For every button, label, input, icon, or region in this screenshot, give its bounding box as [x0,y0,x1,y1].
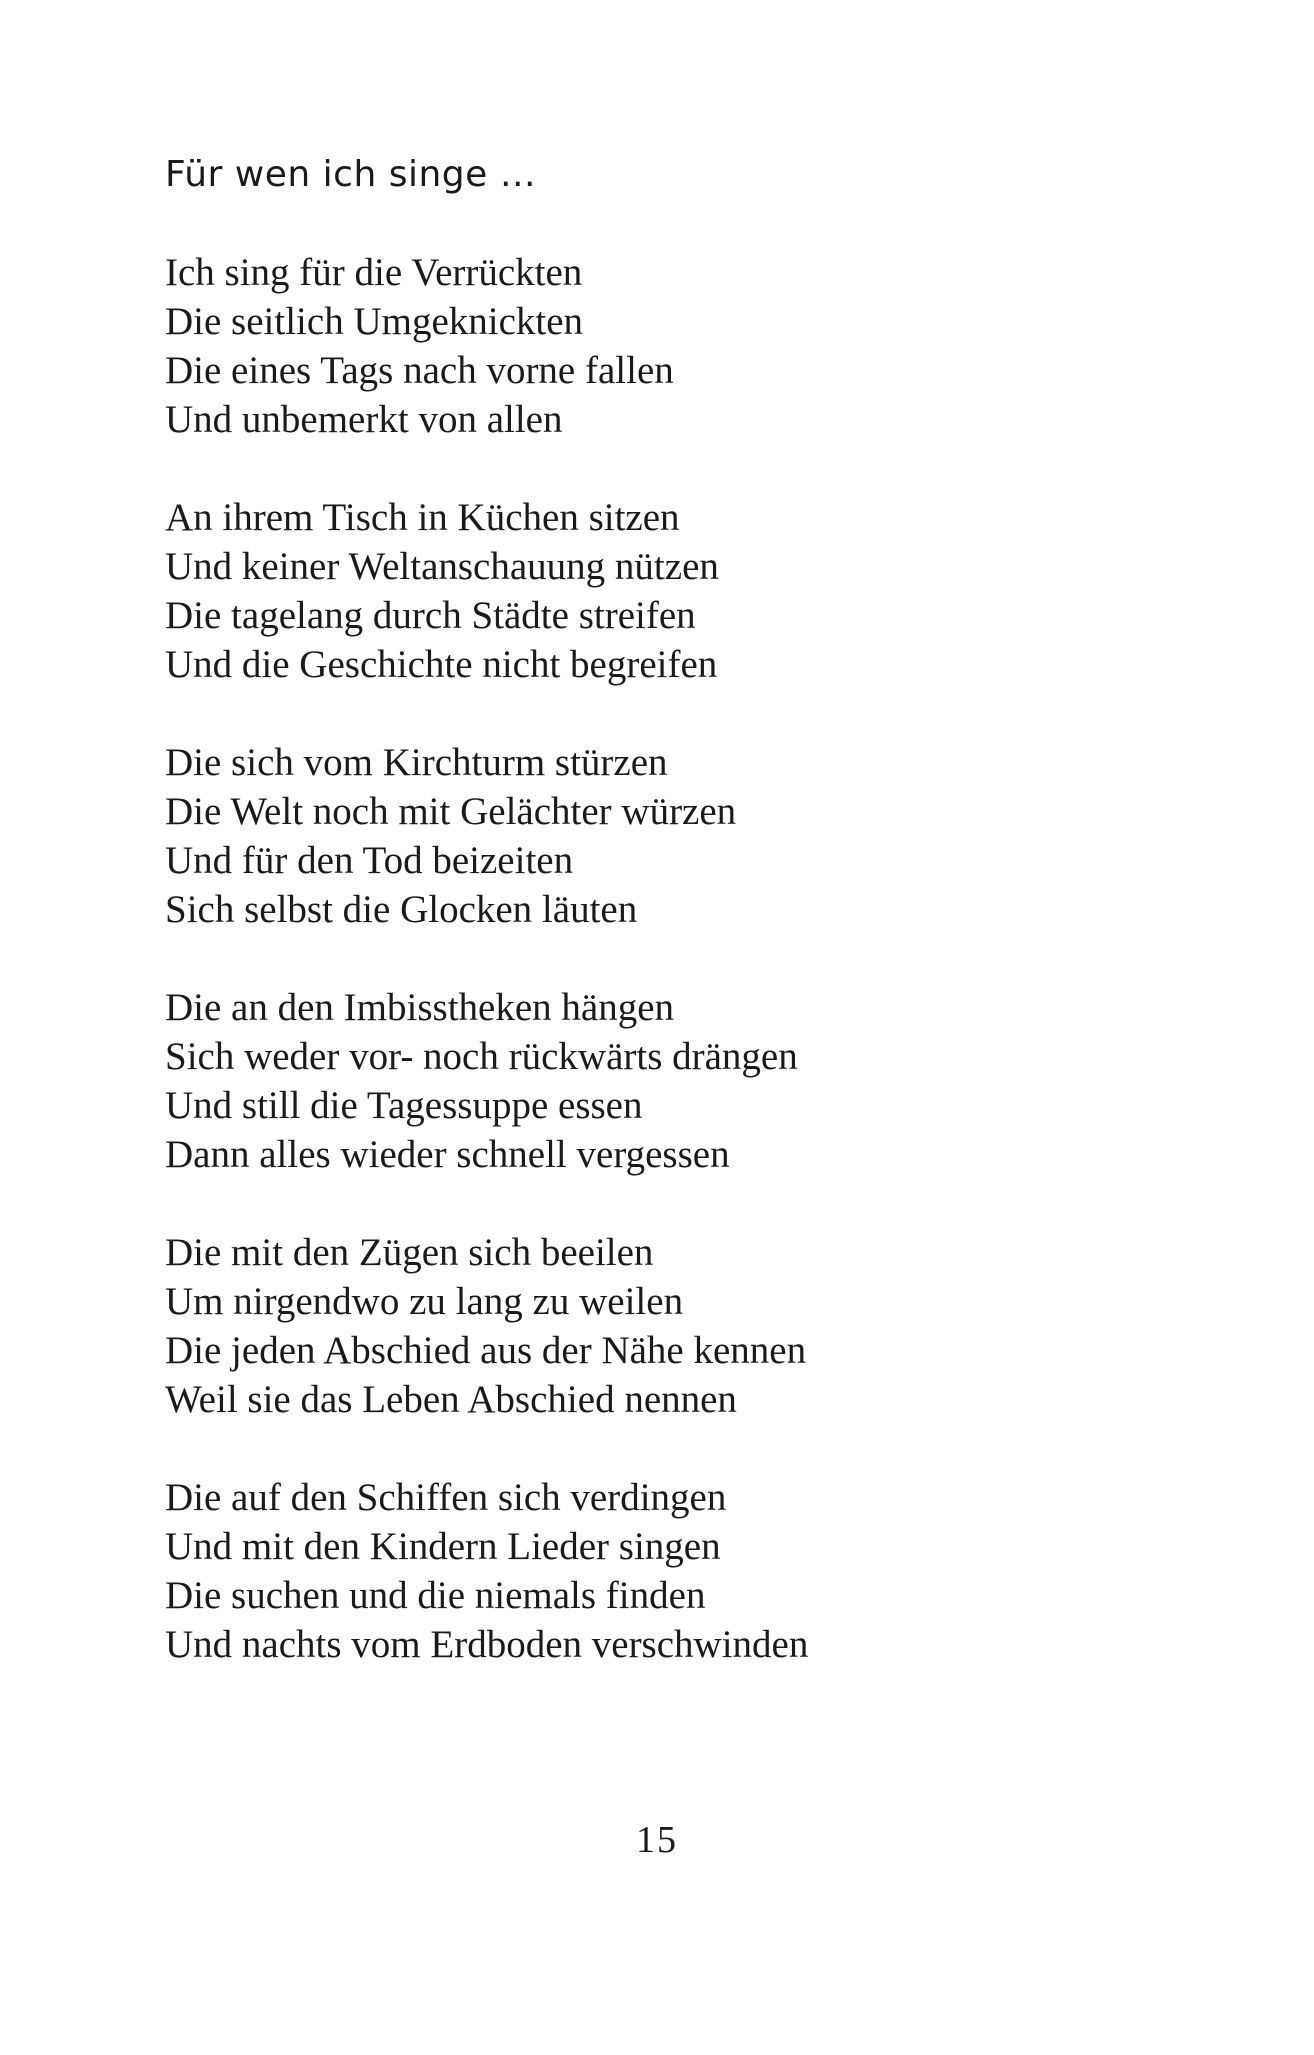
verse-line: Dann alles wieder schnell vergessen [165,1133,730,1176]
verse-line: Und mit den Kindern Lieder singen [165,1525,721,1568]
stanza [165,248,808,444]
verse-line: Sich selbst die Glocken läuten [165,888,638,931]
stanza [165,1473,808,1669]
poem-body [165,248,808,1718]
poem-title: Für wen ich singe … [165,154,537,195]
verse-line: Und nachts vom Erdboden verschwinden [165,1623,809,1666]
verse-line: Die seitlich Umgeknickten [165,300,584,343]
verse-line: Und still die Tagessuppe essen [165,1084,643,1127]
verse-line: Die Welt noch mit Gelächter würzen [165,790,737,833]
verse-line: Die suchen und die niemals finden [165,1574,706,1617]
stanza [165,983,808,1179]
verse-line: Die sich vom Kirchturm stürzen [165,741,668,784]
verse-line: An ihrem Tisch in Küchen sitzen [165,496,680,539]
verse-line: Die tagelang durch Städte streifen [165,594,696,637]
verse-line: Die jeden Abschied aus der Nähe kennen [165,1329,807,1372]
verse-line: Die an den Imbisstheken hängen [165,986,675,1029]
verse-line: Und keiner Weltanschauung nützen [165,545,719,588]
verse-line: Die auf den Schiffen sich verdingen [165,1476,727,1519]
verse-line: Ich sing für die Verrückten [165,251,583,294]
verse-line: Sich weder vor- noch rückwärts drängen [165,1035,798,1078]
verse-line: Die mit den Zügen sich beeilen [165,1231,654,1274]
verse-line: Um nirgendwo zu lang zu weilen [165,1280,684,1323]
stanza [165,738,808,934]
verse-line: Die eines Tags nach vorne fallen [165,349,674,392]
stanza [165,1228,808,1424]
verse-line: Und für den Tod beizeiten [165,839,574,882]
verse-line: Weil sie das Leben Abschied nennen [165,1378,737,1421]
verse-line: Und unbemerkt von allen [165,398,563,441]
verse-line: Und die Geschichte nicht begreifen [165,643,718,686]
page-number: 15 [636,1819,678,1861]
stanza [165,493,808,689]
